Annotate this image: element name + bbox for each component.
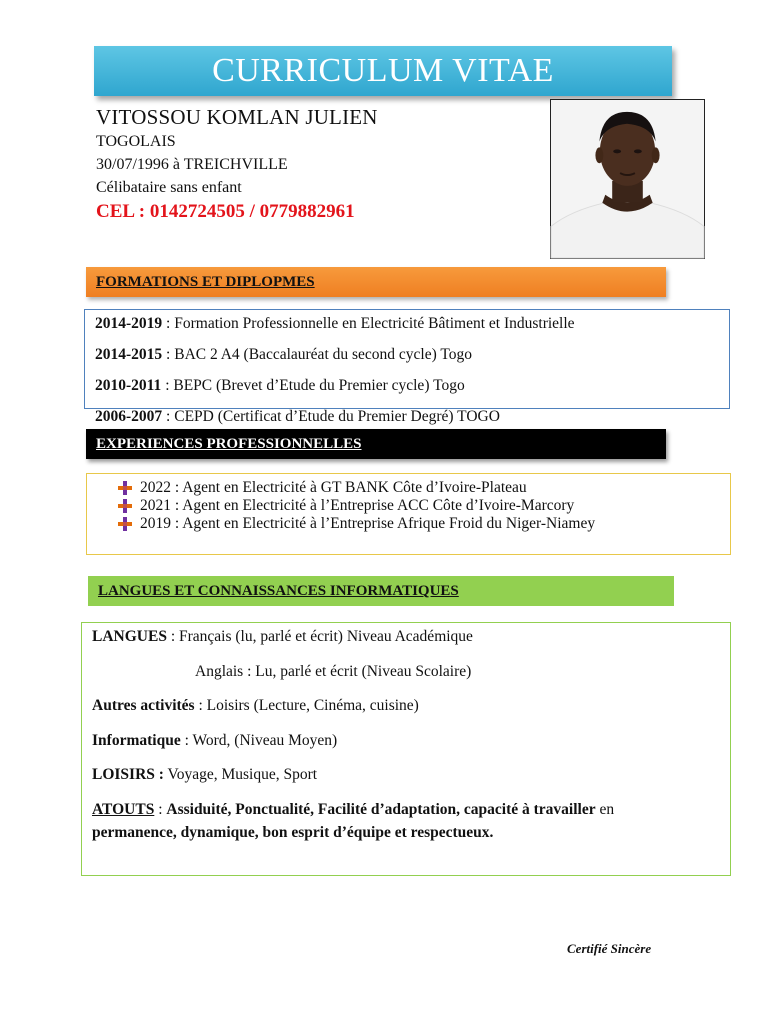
nationality: TOGOLAIS	[96, 133, 176, 150]
experiences-header: EXPERIENCES PROFESSIONNELLES	[86, 429, 666, 459]
formation-text: : Formation Professionnelle en Electricité Bâtiment et Industrielle	[162, 315, 575, 332]
formation-text: : CEPD (Certificat d’Etude du Premier Degré) TOGO	[162, 408, 500, 425]
langues-english	[92, 663, 471, 681]
formations-header: FORMATIONS ET DIPLOPMES	[86, 267, 666, 297]
formation-years: 2010-2011	[95, 377, 162, 394]
autres-label: Autres activités	[92, 697, 195, 714]
langues-line	[92, 628, 473, 646]
cv-title-banner: CURRICULUM VITAE	[94, 46, 672, 96]
informatique-text: : Word, (Niveau Moyen)	[180, 732, 338, 749]
formation-row	[95, 315, 729, 346]
loisirs-label: LOISIRS :	[92, 766, 164, 783]
formation-years: 2014-2019	[95, 315, 163, 332]
informatique-line	[92, 732, 337, 750]
langues-french: : Français (lu, parlé et écrit) Niveau Académique	[166, 628, 473, 645]
atouts-label: ATOUTS	[92, 801, 155, 818]
marital-status: Célibataire sans enfant	[96, 179, 242, 196]
atouts-line	[92, 801, 614, 819]
experience-item	[117, 515, 730, 533]
signature-certified: Certifié Sincère	[567, 941, 652, 956]
atouts-line-2	[92, 824, 493, 842]
autres-text: : Loisirs (Lecture, Cinéma, cuisine)	[194, 697, 419, 714]
atouts-qualities-2: permanence, dynamique, bon esprit d’équipe et respectueux.	[92, 824, 494, 841]
formation-text: : BAC 2 A4 (Baccalauréat du second cycle) Togo	[162, 346, 472, 363]
informatique-label: Informatique	[92, 732, 181, 749]
portrait-image	[551, 100, 704, 258]
cross-bullet-icon	[117, 516, 133, 532]
formations-box	[84, 309, 730, 425]
formation-years: 2014-2015	[95, 346, 163, 363]
cross-bullet-icon	[117, 498, 133, 514]
formation-years: 2006-2007	[95, 408, 163, 425]
atouts-separator: :	[154, 801, 167, 818]
formation-row	[95, 377, 729, 408]
phone-number: CEL : 0142724505 / 0779882961	[96, 201, 355, 222]
langues-english-text: Anglais : Lu, parlé et écrit (Niveau Scolaire)	[195, 663, 472, 680]
loisirs-line	[92, 766, 317, 784]
candidate-name: VITOSSOU KOMLAN JULIEN	[96, 105, 378, 129]
langues-header: LANGUES ET CONNAISSANCES INFORMATIQUES	[88, 576, 674, 606]
experience-item	[117, 497, 730, 515]
cross-bullet-icon	[117, 480, 133, 496]
atouts-qualities: Assiduité, Ponctualité, Facilité d’adaptation, capacité à travailler	[166, 801, 596, 818]
formation-row	[95, 346, 729, 377]
experience-text: 2019 : Agent en Electricité à l’Entreprise Afrique Froid du Niger-Niamey	[140, 515, 596, 532]
autres-activites-line	[92, 697, 419, 715]
birth-info: 30/07/1996 à TREICHVILLE	[96, 156, 288, 173]
langues-box	[81, 622, 731, 876]
formation-text: : BEPC (Brevet d’Etude du Premier cycle) Togo	[161, 377, 465, 394]
experience-item	[117, 479, 730, 497]
experiences-box	[86, 473, 731, 555]
portrait-photo	[550, 99, 705, 259]
experience-text: 2021 : Agent en Electricité à l’Entreprise ACC Côte d’Ivoire-Marcory	[140, 497, 575, 514]
atouts-connector: en	[595, 801, 615, 818]
experience-text: 2022 : Agent en Electricité à GT BANK Côte d’Ivoire-Plateau	[140, 479, 527, 496]
langues-label: LANGUES	[92, 628, 167, 645]
loisirs-text: Voyage, Musique, Sport	[163, 766, 318, 783]
